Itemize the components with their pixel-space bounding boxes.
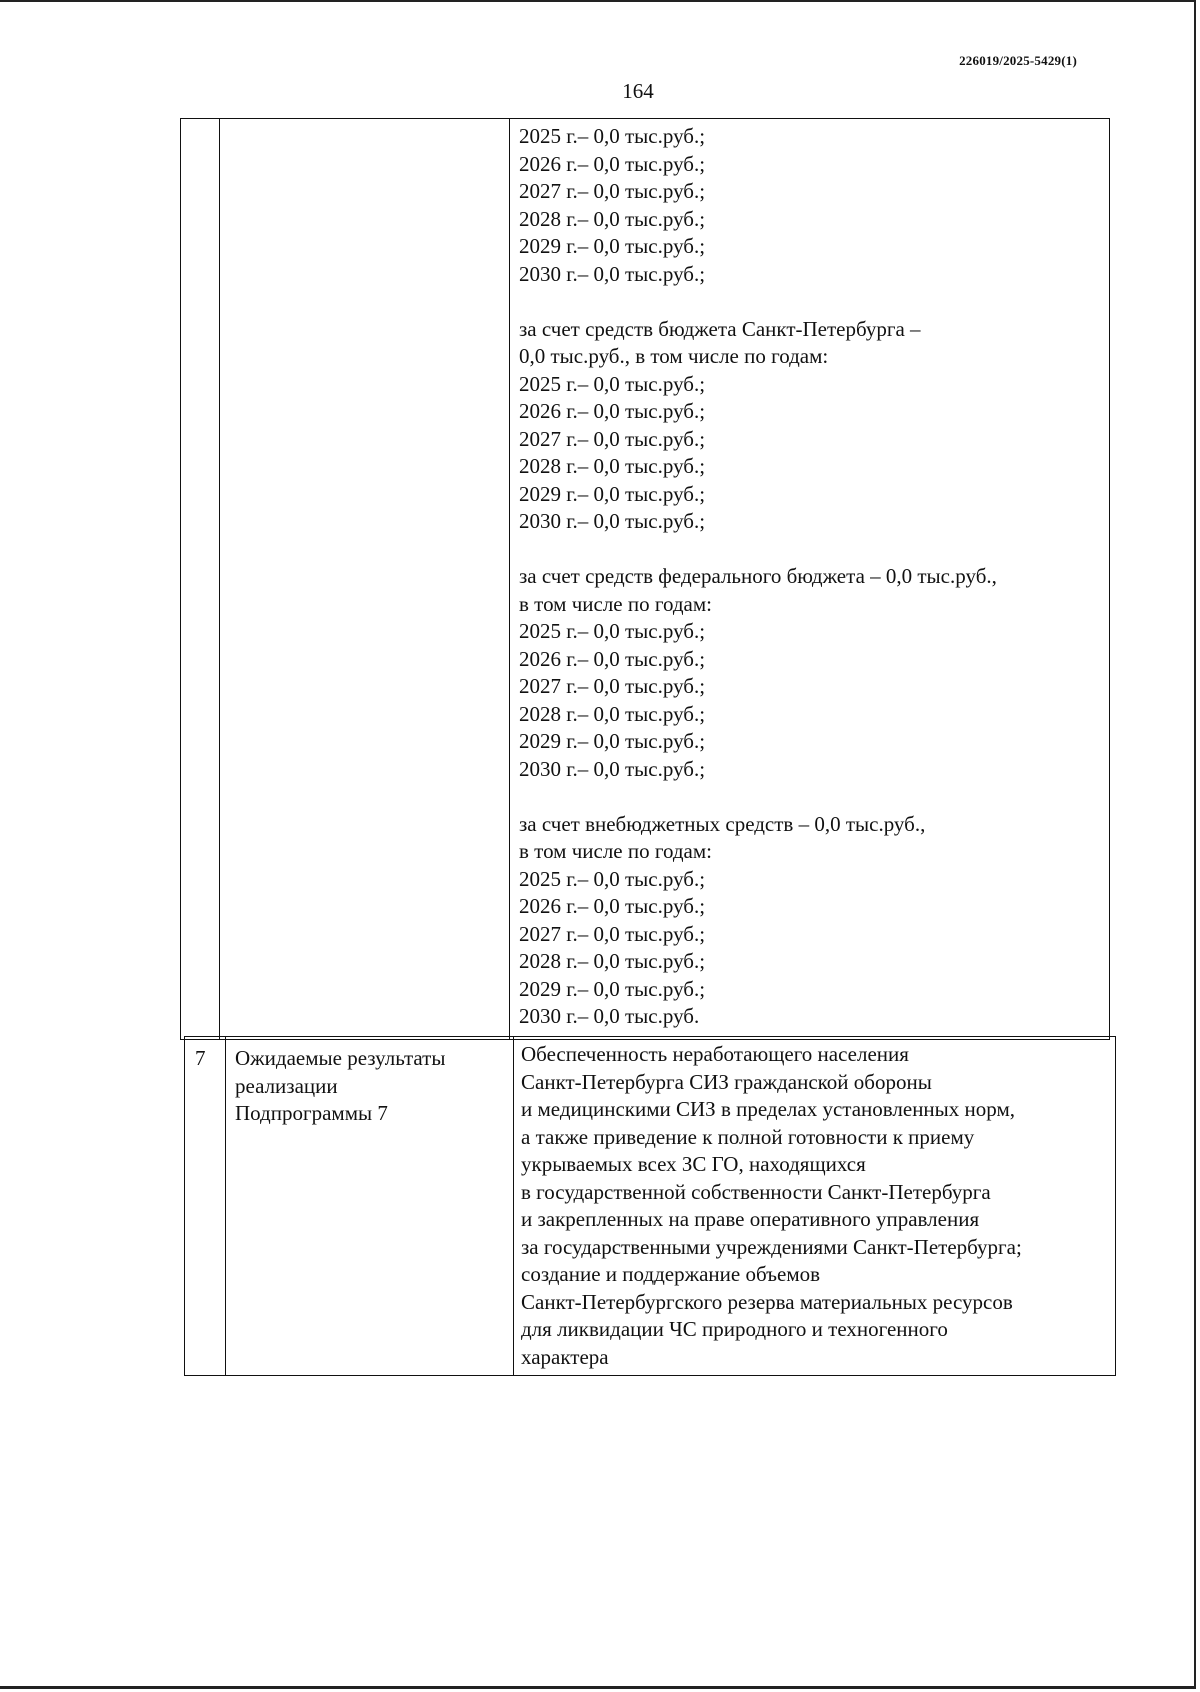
column-divider: [225, 1037, 226, 1375]
page-number: 164: [622, 79, 654, 103]
funding-breakdown-text: 2025 г.– 0,0 тыс.руб.; 2026 г.– 0,0 тыс.руб.; 2027 г.– 0,0 тыс.руб.; 2028 г.– 0,0 тыс.руб.; 2029 г.– 0,0 тыс.руб.; 2030 г.– 0,0 тыс.руб.; за счет средств бюджета Санкт-Петербурга – 0,0 тыс.руб., в том числе по годам: 2025 г.– 0,0 тыс.руб.; 2026 г.– 0,0 тыс.руб.; 2027 г.– 0,0 тыс.руб.; 2028 г.– 0,0 тыс.руб.; 2029 г.– 0,0 тыс.руб.; 2030 г.– 0,0 тыс.руб.; за счет средств федерального бюджета – 0,0 тыс.руб., в том числе по годам: 2025 г.– 0,0 тыс.руб.; 2026 г.– 0,0 тыс.руб.; 2027 г.– 0,0 тыс.руб.; 2028 г.– 0,0 тыс.руб.; 2029 г.– 0,0 тыс.руб.; 2030 г.– 0,0 тыс.руб.; за счет внебюджетных средств – 0,0 тыс.руб., в том числе по годам: 2025 г.– 0,0 тыс.руб.; 2026 г.– 0,0 тыс.руб.; 2027 г.– 0,0 тыс.руб.; 2028 г.– 0,0 тыс.руб.; 2029 г.– 0,0 тыс.руб.; 2030 г.– 0,0 тыс.руб.: [519, 124, 997, 1028]
expected-results-row: [184, 1036, 1116, 1376]
column-divider: [509, 119, 510, 1039]
row-label: Ожидаемые результаты реализации Подпрограммы 7: [235, 1046, 446, 1125]
column-divider: [219, 119, 220, 1039]
column-divider: [513, 1037, 514, 1375]
row-number: 7: [195, 1046, 206, 1070]
document-id: 226019/2025-5429(1): [959, 53, 1077, 68]
row-content: Обеспеченность неработающего населения Санкт-Петербурга СИЗ гражданской обороны и медицинскими СИЗ в пределах установленных норм, а также приведение к полной готовности к приему укрываемых всех ЗС ГО, находящихся в государственной собственности Санкт-Петербурга и закрепленных на праве оперативного управления за государственными учреждениями Санкт-Петербурга; создание и поддержание объемов Санкт-Петербургского резерва материальных ресурсов для ликвидации ЧС природного и техногенного характера: [521, 1042, 1022, 1369]
funding-table-section: [180, 118, 1110, 1040]
